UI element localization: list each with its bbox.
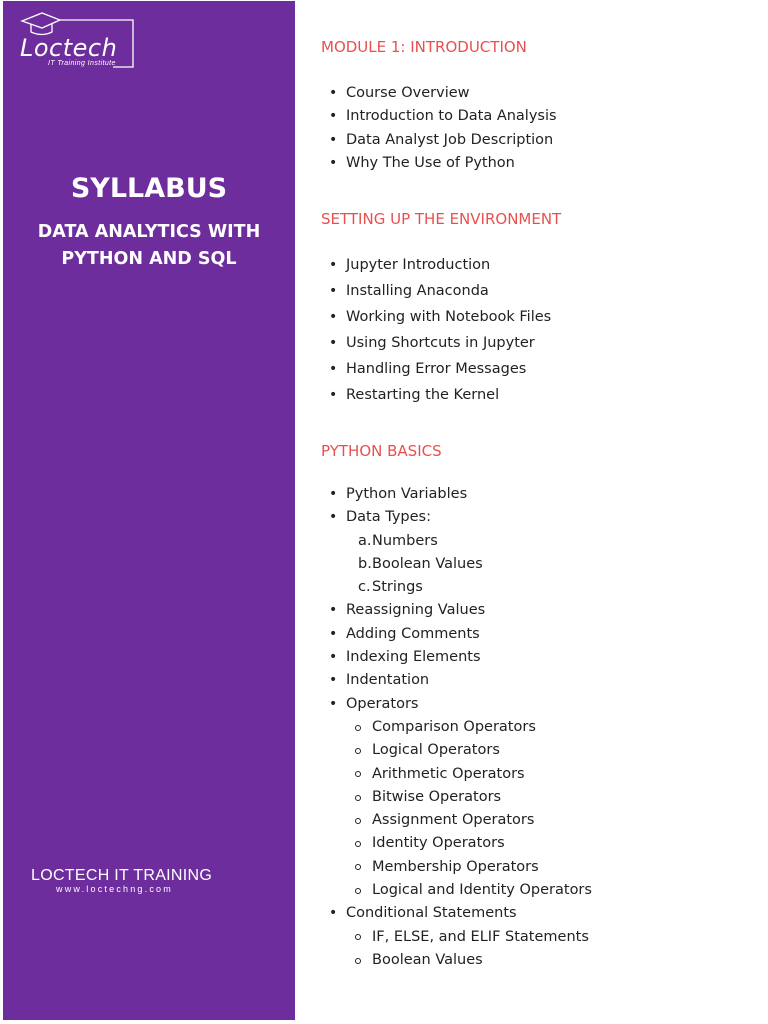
list-item: • Indentation [321, 669, 592, 692]
bullet-icon: • [329, 85, 338, 101]
footer-url: www.loctechng.com [56, 884, 173, 894]
circle-bullet-icon [355, 818, 361, 824]
list-item: b. Boolean Values [321, 553, 592, 576]
bullet-icon: • [329, 257, 338, 273]
circle-bullet-icon [355, 888, 361, 894]
bullet-icon: • [329, 625, 338, 642]
circle-bullet-icon [355, 725, 361, 731]
course-subtitle [3, 219, 295, 273]
syllabus-title: SYLLABUS [70, 173, 228, 204]
list-item: • Adding Comments [321, 623, 592, 646]
loctech-logo [18, 7, 138, 71]
circle-bullet-icon [355, 771, 361, 777]
bullet-icon: • [329, 486, 338, 502]
list-item: • Introduction to Data Analysis [321, 105, 557, 128]
list-item: • Reassigning Values [321, 599, 592, 622]
bullet-icon: • [329, 602, 338, 619]
list-item: a. Numbers [321, 530, 592, 553]
circle-bullet-icon [355, 841, 361, 847]
list-item: • Handling Error Messages [321, 356, 551, 382]
bullet-icon: • [329, 361, 338, 378]
list-item: • Conditional Statements [321, 902, 592, 925]
bullet-icon: • [329, 695, 338, 712]
section-heading-environment: SETTING UP THE ENVIRONMENT [321, 210, 562, 228]
bullet-icon: • [329, 283, 338, 300]
python-basics-list [321, 483, 592, 972]
circle-bullet-icon [355, 748, 361, 754]
list-item: Bitwise Operators [321, 786, 592, 809]
bullet-icon: • [329, 509, 338, 526]
bullet-icon: • [329, 672, 338, 689]
list-marker: c. [358, 579, 371, 596]
list-item: • Operators [321, 693, 592, 716]
list-item: Identity Operators [321, 832, 592, 855]
subtitle-line-2: PYTHON AND SQL [61, 249, 237, 269]
list-marker: a. [358, 532, 372, 549]
bullet-icon: • [329, 154, 338, 171]
list-item: • Indexing Elements [321, 646, 592, 669]
list-item: Comparison Operators [321, 716, 592, 739]
list-item: Membership Operators [321, 856, 592, 879]
footer-brand: LOCTECH IT TRAINING [31, 867, 213, 884]
circle-bullet-icon [355, 864, 361, 870]
bullet-icon: • [329, 387, 338, 404]
list-item: • Why The Use of Python [321, 152, 557, 175]
list-item: Arithmetic Operators [321, 763, 592, 786]
list-item: Boolean Values [321, 949, 592, 972]
list-item: Assignment Operators [321, 809, 592, 832]
circle-bullet-icon [355, 934, 361, 940]
list-item: • Jupyter Introduction [321, 252, 551, 278]
environment-list [321, 252, 551, 409]
list-item: • Data Analyst Job Description [321, 129, 557, 152]
list-item: • Installing Anaconda [321, 278, 551, 304]
circle-bullet-icon [355, 958, 361, 964]
sidebar-cover [3, 1, 295, 1020]
list-item: • Data Types: [321, 506, 592, 529]
logo-tagline: IT Training Institute [48, 60, 116, 67]
module-1-list [321, 82, 557, 175]
subtitle-line-1: DATA ANALYTICS WITH [37, 222, 261, 242]
list-item: • Working with Notebook Files [321, 304, 551, 330]
bullet-icon: • [329, 309, 338, 326]
logo-name: Loctech [20, 34, 118, 62]
list-item: • Python Variables [321, 483, 592, 506]
list-marker: b. [358, 555, 372, 572]
bullet-icon: • [329, 905, 338, 922]
list-item: c. Strings [321, 576, 592, 599]
list-item: • Course Overview [321, 82, 557, 105]
list-item: Logical Operators [321, 739, 592, 762]
bullet-icon: • [329, 649, 338, 666]
circle-bullet-icon [355, 795, 361, 801]
list-item: • Using Shortcuts in Jupyter [321, 330, 551, 356]
section-heading-module-1: MODULE 1: INTRODUCTION [321, 38, 527, 56]
bullet-icon: • [329, 335, 338, 352]
list-item: • Restarting the Kernel [321, 382, 551, 408]
list-item: IF, ELSE, and ELIF Statements [321, 926, 592, 949]
list-item: Logical and Identity Operators [321, 879, 592, 902]
bullet-icon: • [329, 108, 338, 125]
section-heading-python-basics: PYTHON BASICS [321, 442, 442, 460]
bullet-icon: • [329, 131, 338, 148]
